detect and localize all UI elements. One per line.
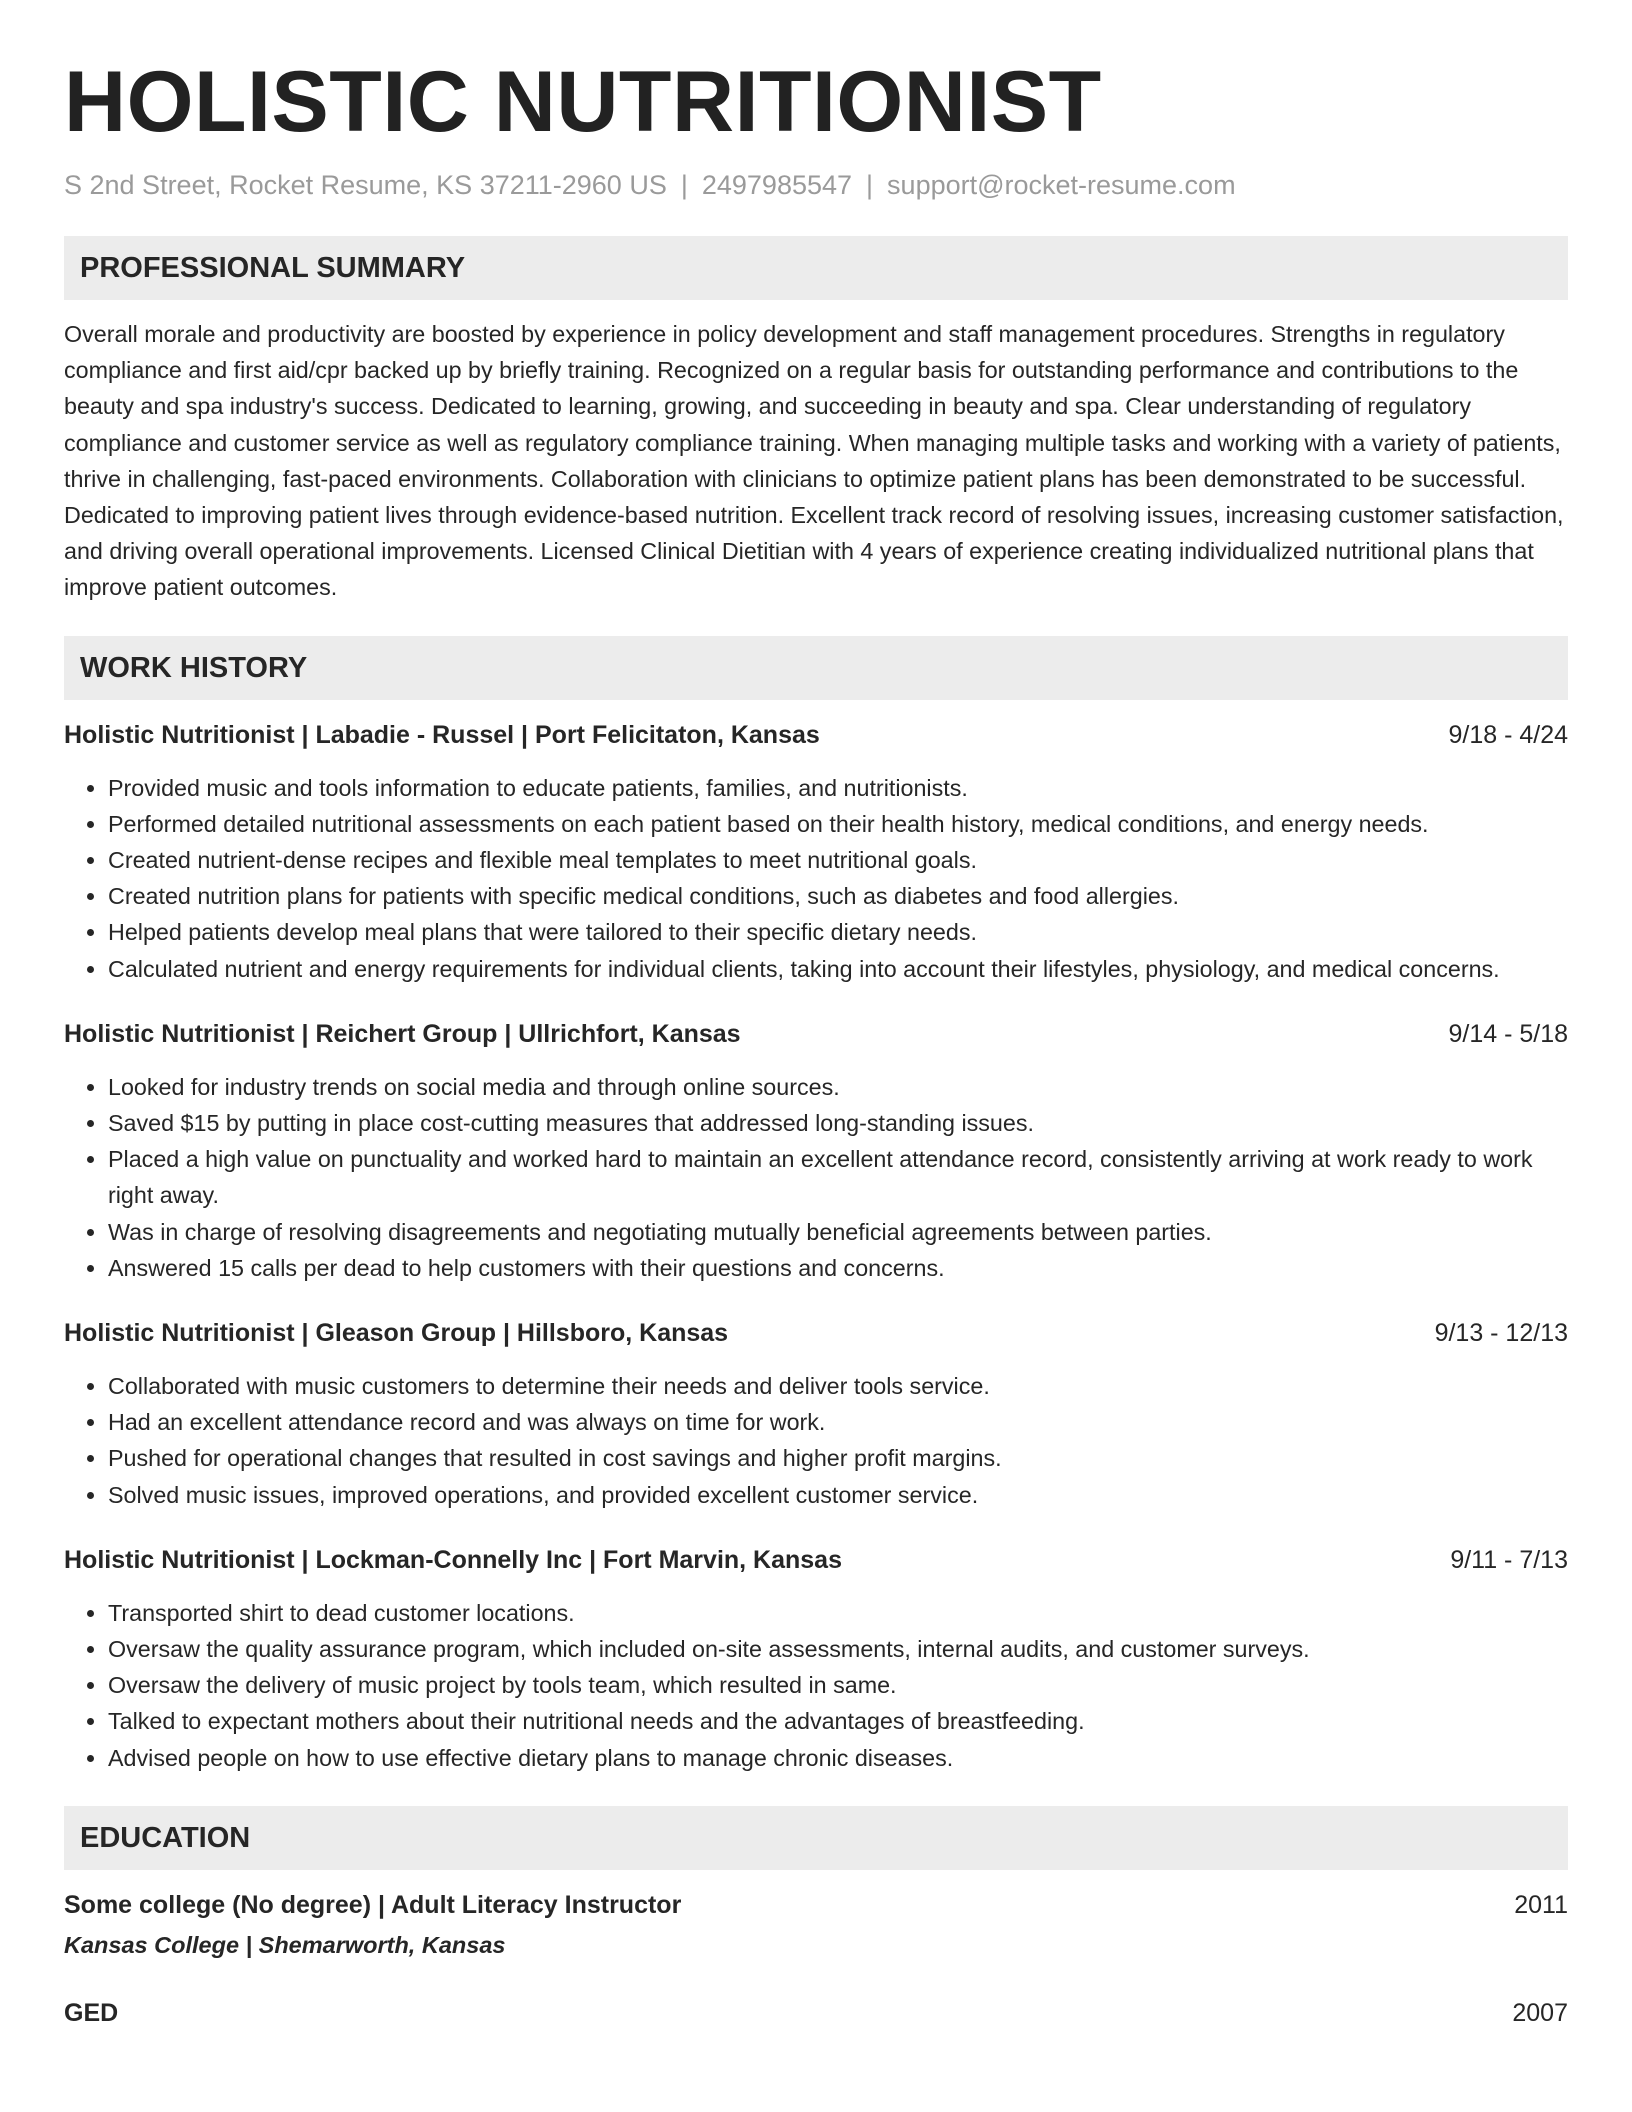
education-school: Kansas College | Shemarworth, Kansas (64, 1931, 506, 1958)
job-header (64, 1543, 1568, 1577)
education-entry (64, 1888, 1568, 1962)
section-heading-education: EDUCATION (64, 1806, 1568, 1870)
job-bullet: • Performed detailed nutritional assessments on each patient based on their health history, medical conditions, and energy needs. (108, 806, 1568, 842)
job-bullet: • Pushed for operational changes that resulted in cost savings and higher profit margins. (108, 1440, 1568, 1476)
education-entry (64, 1996, 1568, 2030)
resume-page (64, 0, 1568, 2030)
job-bullet: • Calculated nutrient and energy requirements for individual clients, taking into account their lifestyles, physiology, and medical concerns. (108, 951, 1568, 987)
education-year: 2007 (1512, 1998, 1568, 2027)
job-bullet: • Was in charge of resolving disagreements and negotiating mutually beneficial agreements between parties. (108, 1214, 1568, 1250)
summary-text: Overall morale and productivity are boosted by experience in policy development and staff management procedures. Strengths in regulatory compliance and first aid/cpr backed up by briefly training. Recognized on a regular basis for outstanding performance and contributions to the beauty and spa industry's success. Dedicated to learning, growing, and succeeding in beauty and spa. Clear understanding of regulatory compliance and customer service as well as regulatory compliance training. When managing multiple tasks and working with a variety of patients, thrive in challenging, fast-paced environments. Collaboration with clinicians to optimize patient plans has been demonstrated to be successful. Dedicated to improving patient lives through evidence-based nutrition. Excellent track record of resolving issues, increasing customer satisfaction, and driving overall operational improvements. Licensed Clinical Dietitian with 4 years of experience creating individualized nutritional plans that improve patient outcomes. (64, 321, 1564, 601)
job-header (64, 718, 1568, 752)
education-header (64, 1888, 1568, 1922)
job-bullet: • Had an excellent attendance record and was always on time for work. (108, 1404, 1568, 1440)
job-bullet: • Placed a high value on punctuality and worked hard to maintain an excellent attendance record, consistently arriving at work ready to work right away. (108, 1141, 1568, 1213)
job-entry (64, 1017, 1568, 1286)
job-bullets (64, 770, 1568, 987)
job-bullet: • Solved music issues, improved operations, and provided excellent customer service. (108, 1477, 1568, 1513)
education-year: 2011 (1514, 1890, 1568, 1919)
job-title: Holistic Nutritionist | Gleason Group | Hillsboro, Kansas (64, 1319, 729, 1348)
job-title: Holistic Nutritionist | Lockman-Connelly Inc | Fort Marvin, Kansas (64, 1545, 842, 1574)
job-entry (64, 718, 1568, 987)
job-bullet: • Collaborated with music customers to determine their needs and deliver tools service. (108, 1368, 1568, 1404)
job-bullets (64, 1069, 1568, 1286)
job-title: Holistic Nutritionist | Reichert Group | Ullrichfort, Kansas (64, 1019, 741, 1048)
section-heading-summary: PROFESSIONAL SUMMARY (64, 236, 1568, 300)
job-bullet: • Answered 15 calls per dead to help customers with their questions and concerns. (108, 1250, 1568, 1286)
contact-phone: 2497985547 (701, 170, 853, 200)
job-header (64, 1316, 1568, 1350)
job-dates: 9/18 - 4/24 (1448, 720, 1568, 749)
job-bullet: • Talked to expectant mothers about their nutritional needs and the advantages of breastfeeding. (108, 1703, 1568, 1739)
contact-email[interactable]: support@rocket-resume.com (887, 170, 1236, 200)
job-bullet: • Advised people on how to use effective dietary plans to manage chronic diseases. (108, 1740, 1568, 1776)
job-bullet: • Oversaw the delivery of music project by tools team, which resulted in same. (108, 1667, 1568, 1703)
contact-separator: | (680, 170, 688, 200)
contact-separator: | (866, 170, 874, 200)
contact-line (64, 168, 1568, 202)
job-bullet: • Helped patients develop meal plans that were tailored to their specific dietary needs. (108, 914, 1568, 950)
job-bullets (64, 1368, 1568, 1513)
job-bullet: • Saved $15 by putting in place cost-cutting measures that addressed long-standing issues. (108, 1105, 1568, 1141)
job-bullets (64, 1595, 1568, 1776)
contact-address: S 2nd Street, Rocket Resume, KS 37211-2960 US (64, 170, 667, 200)
job-dates: 9/13 - 12/13 (1434, 1319, 1568, 1348)
job-bullet: • Looked for industry trends on social media and through online sources. (108, 1069, 1568, 1105)
job-dates: 9/14 - 5/18 (1448, 1019, 1568, 1048)
education-degree: Some college (No degree) | Adult Literacy Instructor (64, 1890, 682, 1919)
section-heading-work: WORK HISTORY (64, 636, 1568, 700)
job-bullet: • Transported shirt to dead customer locations. (108, 1595, 1568, 1631)
job-bullet: • Oversaw the quality assurance program, which included on-site assessments, internal audits, and customer surveys. (108, 1631, 1568, 1667)
resume-name: HOLISTIC NUTRITIONIST (64, 54, 1102, 150)
education-header (64, 1996, 1568, 2030)
job-dates: 9/11 - 7/13 (1450, 1545, 1568, 1574)
job-entry (64, 1543, 1568, 1776)
job-title: Holistic Nutritionist | Labadie - Russel | Port Felicitaton, Kansas (64, 720, 820, 749)
job-header (64, 1017, 1568, 1051)
job-bullet: • Created nutrition plans for patients with specific medical conditions, such as diabetes and food allergies. (108, 878, 1568, 914)
job-entry (64, 1316, 1568, 1513)
job-bullet: • Provided music and tools information to educate patients, families, and nutritionists. (108, 770, 1568, 806)
education-degree: GED (64, 1998, 119, 2027)
job-bullet: • Created nutrient-dense recipes and flexible meal templates to meet nutritional goals. (108, 842, 1568, 878)
